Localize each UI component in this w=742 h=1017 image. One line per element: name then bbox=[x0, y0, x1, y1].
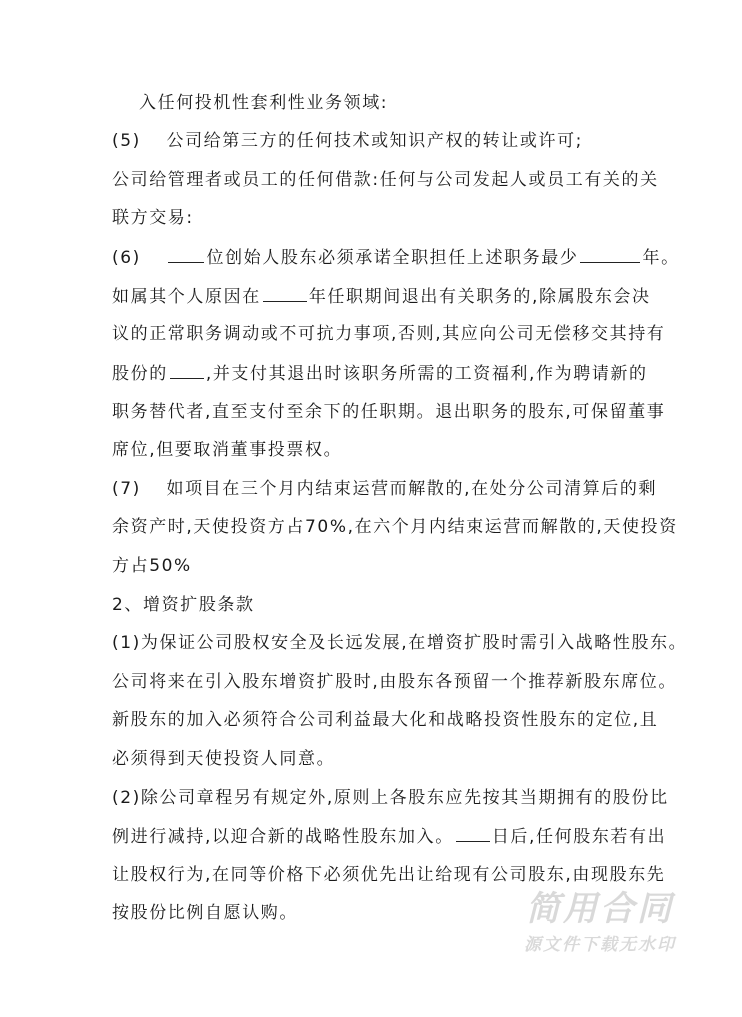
text-segment: 如属其个人原因在 bbox=[112, 287, 261, 307]
watermark bbox=[505, 888, 695, 956]
text-line bbox=[112, 285, 651, 308]
text-line: (5) 公司给第三方的任何技术或知识产权的转让或许可; bbox=[112, 131, 584, 151]
text-line: (1)为保证公司股权安全及长远发展,在增资扩股时需引入战略性股东。 bbox=[112, 633, 688, 653]
text-line: 余资产时,天使投资方占70%,在六个月内结束运营而解散的,天使投资 bbox=[112, 517, 678, 537]
text-segment: (6) bbox=[112, 248, 167, 268]
text-line: 按股份比例自愿认购。 bbox=[112, 903, 298, 923]
text-line bbox=[112, 825, 666, 848]
text-segment: 年任职期间退出有关职务的,除属股东会决 bbox=[308, 287, 651, 307]
text-line bbox=[112, 246, 680, 269]
text-segment: ,并支付其退出时该职务所需的工资福利,作为聘请新的 bbox=[205, 364, 648, 384]
text-segment: 日后,任何股东若有出 bbox=[491, 827, 667, 847]
watermark-subtitle: 源文件下载无水印 bbox=[524, 935, 676, 955]
fill-in-blank[interactable] bbox=[170, 362, 204, 379]
text-line: 席位,但要取消董事投票权。 bbox=[112, 440, 343, 460]
text-line: 联方交易: bbox=[112, 208, 194, 228]
text-segment: 股份的 bbox=[112, 364, 168, 384]
text-line: 议的正常职务调动或不可抗力事项,否则,其应向公司无偿移交其持有 bbox=[112, 324, 666, 344]
text-segment: 年。 bbox=[642, 248, 680, 268]
fill-in-blank[interactable] bbox=[456, 825, 490, 842]
text-line bbox=[112, 362, 648, 385]
text-segment: 例进行减持,以迎合新的战略性股东加入。 bbox=[112, 827, 454, 847]
fill-in-blank[interactable] bbox=[263, 285, 307, 302]
fill-in-blank[interactable] bbox=[168, 246, 204, 263]
text-line: 公司将来在引入股东增资扩股时,由股东各预留一个推荐新股东席位。 bbox=[112, 672, 678, 692]
section-heading: 2、增资扩股条款 bbox=[112, 595, 255, 615]
text-line: 入任何投机性套利性业务领域: bbox=[139, 93, 389, 113]
text-segment: 位创始人股东必须承诺全职担任上述职务最少 bbox=[206, 248, 579, 268]
text-line: 新股东的加入必须符合公司利益最大化和战略投资性股东的定位,且 bbox=[112, 710, 659, 730]
text-line: 必须得到天使投资人同意。 bbox=[112, 749, 336, 769]
fill-in-blank[interactable] bbox=[580, 246, 640, 263]
text-line: 方占50% bbox=[112, 556, 192, 576]
text-line: (7) 如项目在三个月内结束运营而解散的,在处分公司清算后的剩 bbox=[112, 479, 658, 499]
text-line: 职务替代者,直至支付至余下的任职期。退出职务的股东,可保留董事 bbox=[112, 402, 666, 422]
text-line: (2)除公司章程另有规定外,原则上各股东应先按其当期拥有的股份比 bbox=[112, 788, 669, 808]
text-line: 让股权行为,在同等价格下必须优先出让给现有公司股东,由现股东先 bbox=[112, 865, 666, 885]
text-line: 公司给管理者或员工的任何借款:任何与公司发起人或员工有关的关 bbox=[112, 170, 659, 190]
watermark-title: 简用合同 bbox=[526, 889, 674, 929]
